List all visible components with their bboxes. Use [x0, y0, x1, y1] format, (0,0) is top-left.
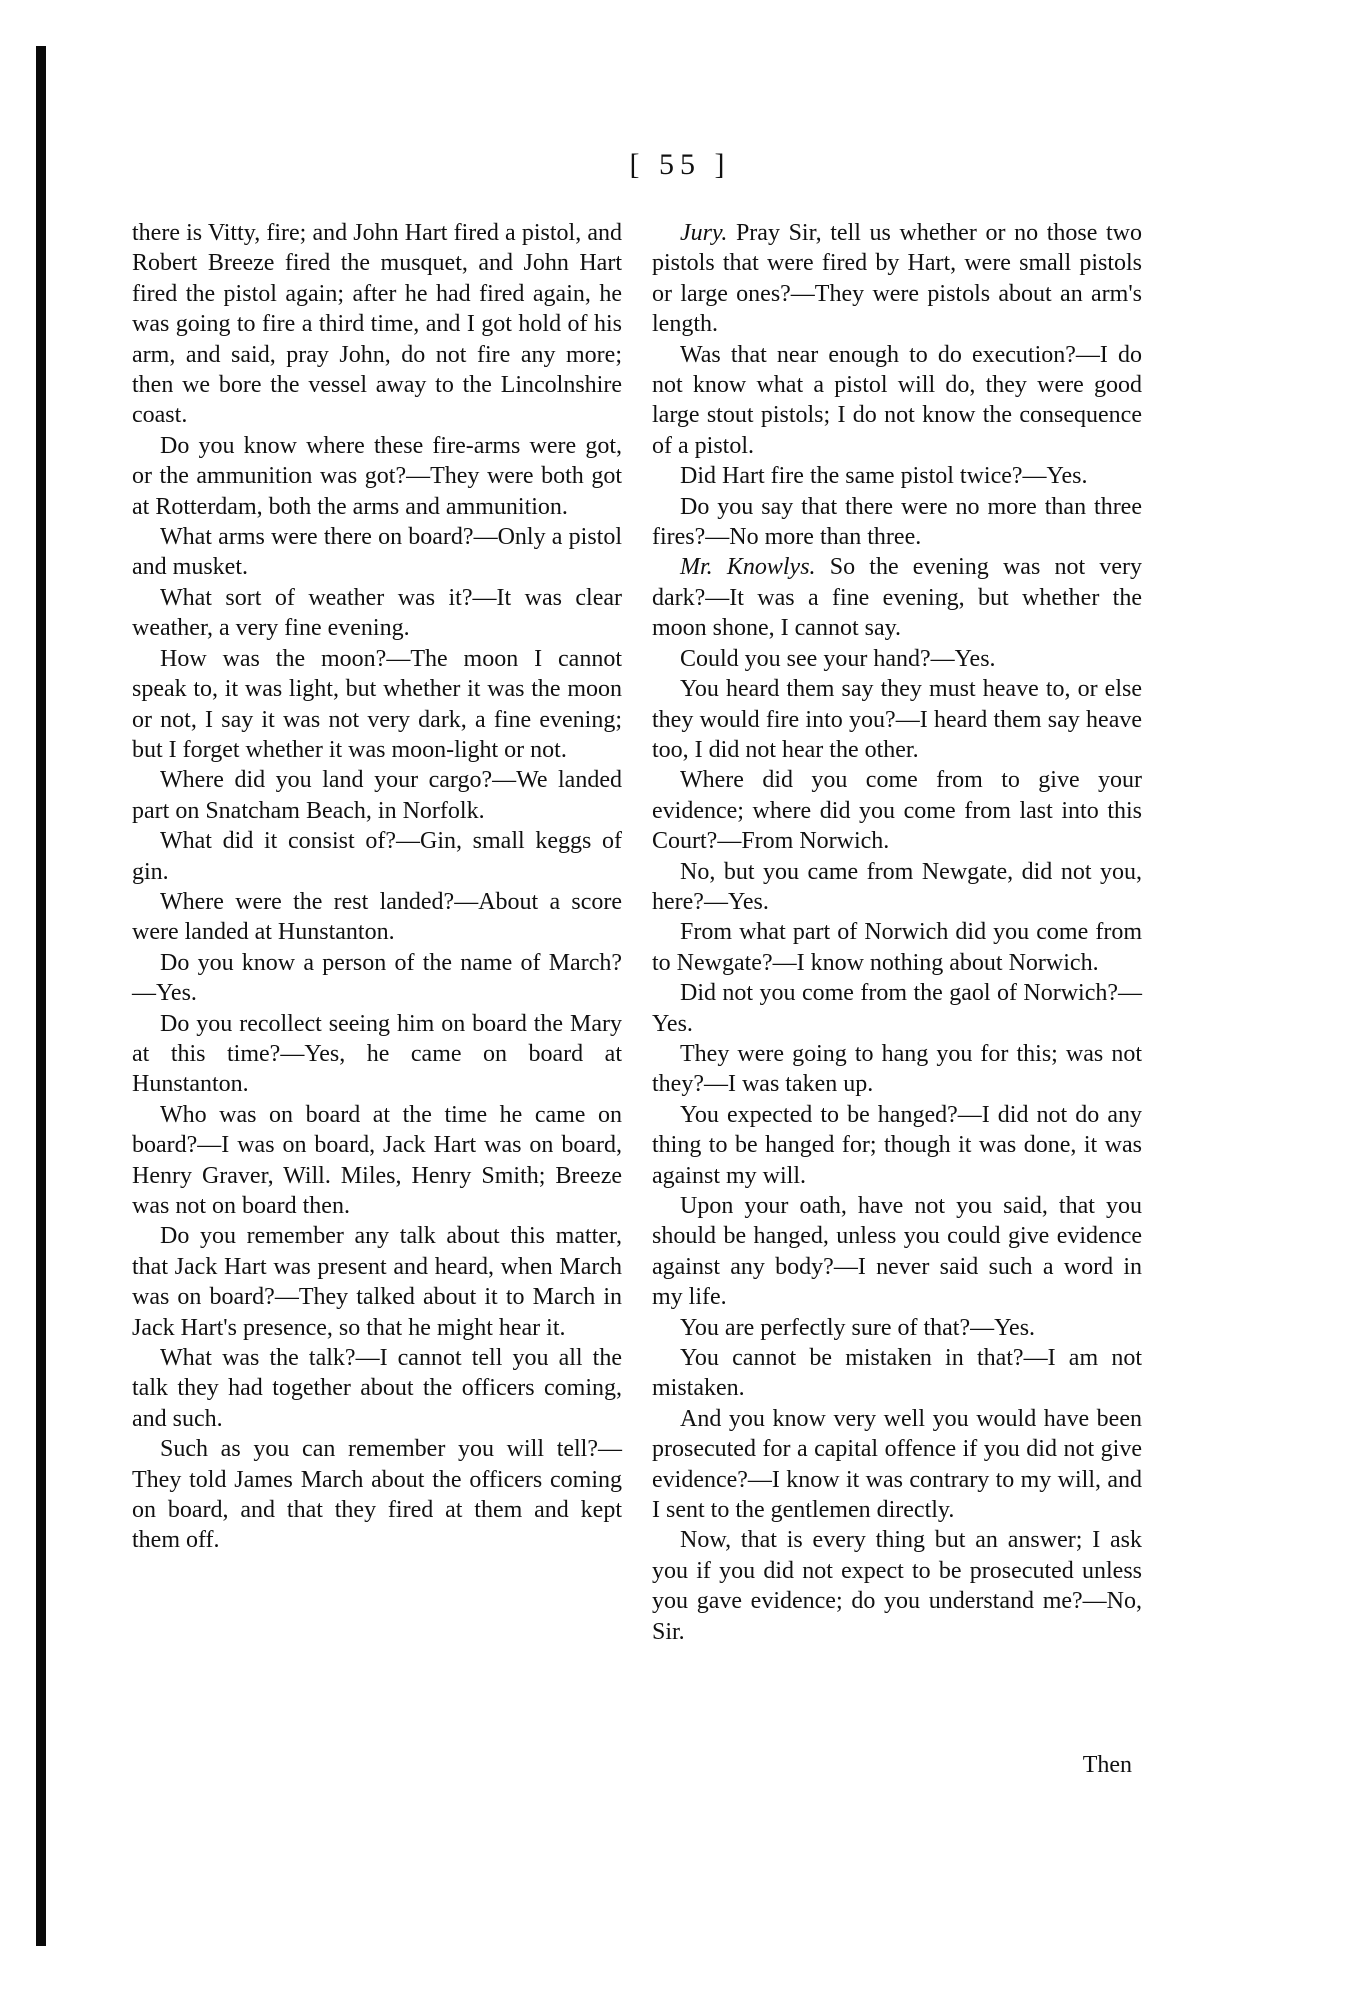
paragraph-text: Pray Sir, tell us whether or no those two pistols that were fired by Hart, were small pistols or large ones?—They were pistols about an arm's length. — [652, 220, 1142, 338]
paragraph: Did not you come from the gaol of Norwich?—Yes. — [652, 980, 1142, 1037]
paragraph: How was the moon?—The moon I cannot speak to, it was light, but whether it was the moon or not, I say it was not very dark, a fine evening; but I forget whether it was moon-light or not. — [132, 645, 622, 763]
paragraph: And you know very well you would have been prosecuted for a capital offence if you did not give evidence?—I know it was contrary to my will, and I sent to the gentlemen directly. — [652, 1405, 1142, 1524]
speaker-label: Jury. — [680, 220, 728, 246]
page-number: [ 55 ] — [629, 148, 731, 181]
paragraph: Now, that is every thing but an answer; I ask you if you did not expect to be prosecuted unless you gave evidence; do you understand me?—No, Sir. — [652, 1527, 1142, 1645]
paragraph: You expected to be hanged?—I did not do any thing to be hanged for; though it was done, it was against my will. — [652, 1101, 1142, 1189]
speaker-label: Mr. Knowlys. — [680, 554, 816, 581]
paragraph: Could you see your hand?—Yes. — [680, 645, 996, 672]
paragraph: Who was on board at the time he came on board?—I was on board, Jack Hart was on board, Henry Graver, Will. Miles, Henry Smith; Breeze was not on board then. — [132, 1101, 622, 1219]
paragraph: Such as you can remember you will tell?—They told James March about the officers coming on board, and that they fired at them and kept them off. — [132, 1436, 622, 1554]
paragraph: Do you recollect seeing him on board the Mary at this time?—Yes, he came on board at Hunstanton. — [132, 1010, 622, 1098]
paragraph-jury — [652, 218, 1142, 340]
catchword: Then — [1082, 1752, 1132, 1778]
paragraph: What was the talk?—I cannot tell you all the talk they had together about the officers coming, and such. — [132, 1345, 622, 1432]
paragraph: Where did you land your cargo?—We landed part on Snatcham Beach, in Norfolk. — [132, 767, 622, 824]
paragraph: From what part of Norwich did you come from to Newgate?—I know nothing about Norwich. — [652, 919, 1142, 976]
paragraph: Where were the rest landed?—About a score were landed at Hunstanton. — [132, 888, 622, 946]
paragraph: No, but you came from Newgate, did not you, here?—Yes. — [652, 858, 1142, 915]
paragraph: Upon your oath, have not you said, that you should be hanged, unless you could give evidence against any body?—I never said such a word in my life. — [652, 1193, 1142, 1311]
paragraph-text: So the evening was not very dark?—It was a fine evening, but whether the moon shone, I cannot say. — [652, 554, 1142, 642]
paragraph: Where did you come from to give your evidence; where did you come from last into this Court?—From Norwich. — [652, 767, 1142, 855]
paragraph: What did it consist of?—Gin, small keggs of gin. — [132, 828, 622, 885]
paragraph: What arms were there on board?—Only a pistol and musket. — [132, 524, 622, 581]
paragraph-knowlys — [652, 552, 1142, 643]
paragraph: Do you know a person of the name of March?—Yes. — [132, 949, 622, 1007]
paragraph: You are perfectly sure of that?—Yes. — [680, 1314, 1036, 1341]
paragraph: What sort of weather was it?—It was clear weather, a very fine evening. — [132, 584, 622, 642]
paragraph: Do you know where these fire-arms were got, or the ammunition was got?—They were both got at Rotterdam, both the arms and ammunition. — [132, 432, 622, 520]
paragraph: Was that near enough to do execution?—I do not know what a pistol will do, they were good large stout pistols; I do not know the consequence of a pistol. — [652, 341, 1142, 459]
paragraph: You cannot be mistaken in that?—I am not mistaken. — [652, 1345, 1142, 1402]
right-column — [652, 218, 1142, 1647]
left-column — [132, 218, 622, 1556]
paragraph: there is Vitty, fire; and John Hart fired a pistol, and Robert Breeze fired the musquet, and John Hart fired the pistol again; after he had fired again, he was going to fire a third time, and I got hold of his arm, and said, pray John, do not fire any more; then we bore the vessel away to the Lincolnshire coast. — [132, 220, 622, 429]
paragraph: You heard them say they must heave to, or else they would fire into you?—I heard them say heave too, I did not hear the other. — [652, 676, 1142, 763]
paragraph: Did Hart fire the same pistol twice?—Yes. — [680, 463, 1088, 490]
paragraph: Do you say that there were no more than three fires?—No more than three. — [652, 493, 1142, 551]
scan-edge-bar — [36, 46, 46, 1946]
paragraph: They were going to hang you for this; was not they?—I was taken up. — [652, 1040, 1142, 1098]
paragraph: Do you remember any talk about this matter, that Jack Hart was present and heard, when March was on board?—They talked about it to March in Jack Hart's presence, so that he might hear it. — [132, 1223, 622, 1341]
